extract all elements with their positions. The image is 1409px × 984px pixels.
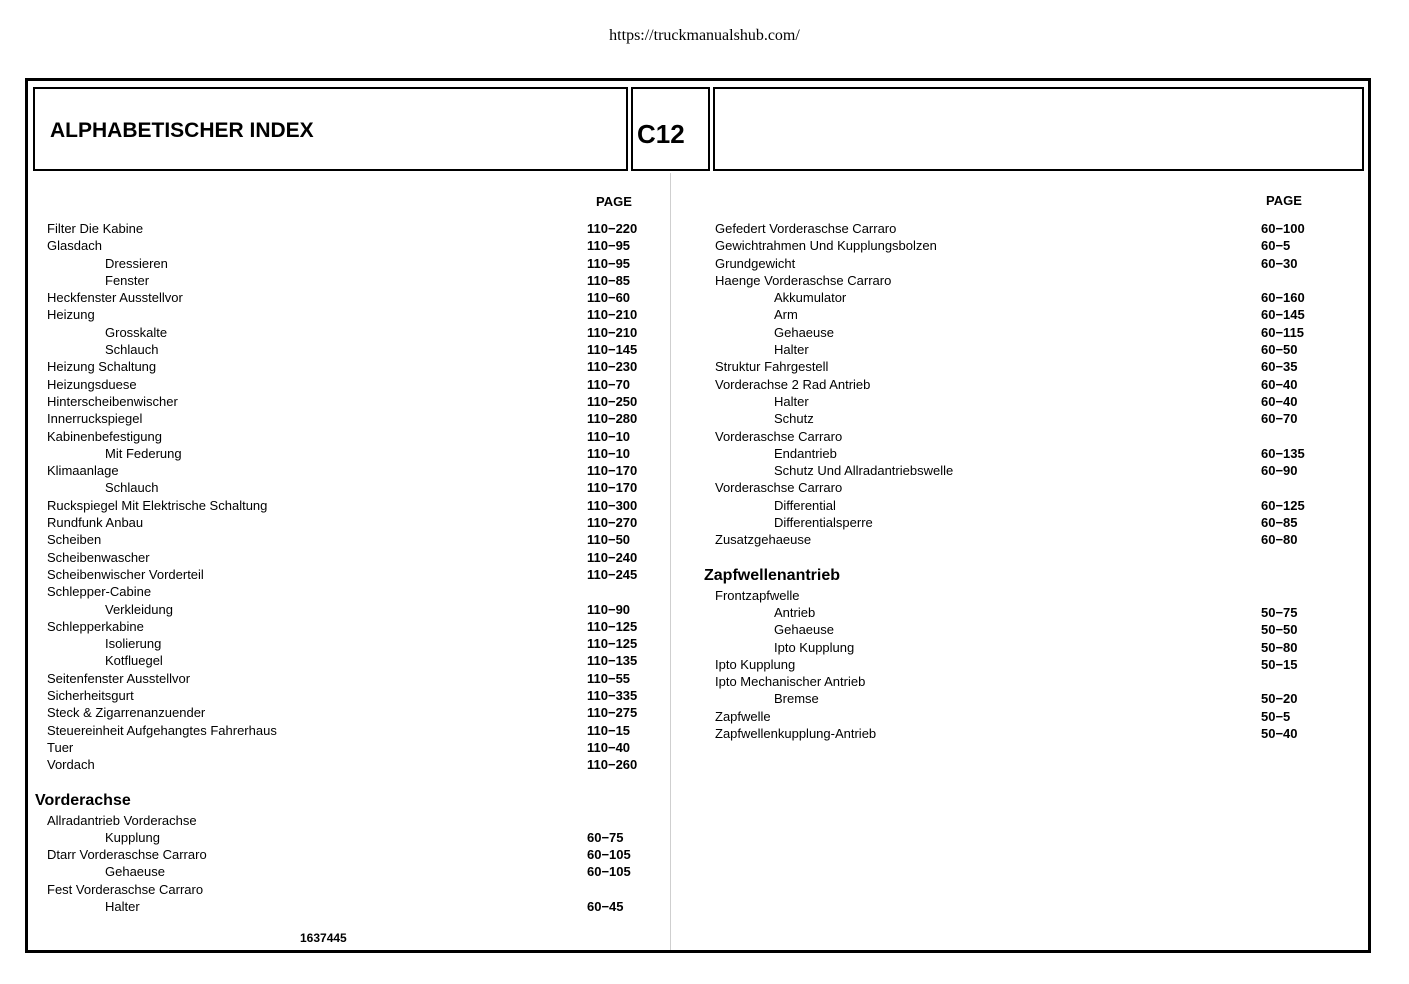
- index-entry: [35, 410, 665, 427]
- entry-label: Scheibenwascher: [47, 549, 150, 565]
- entry-page-ref: 110−145: [587, 342, 638, 358]
- entry-page-ref: 60−90: [1261, 463, 1298, 479]
- entry-page-ref: 110−15: [587, 722, 631, 738]
- index-entry: [35, 358, 665, 375]
- index-entry: [35, 341, 665, 358]
- entry-label: Sicherheitsgurt: [47, 688, 134, 704]
- page-title: ALPHABETISCHER INDEX: [50, 119, 314, 142]
- entry-label: Glasdach: [47, 238, 102, 254]
- index-entry: [35, 255, 665, 272]
- index-entry: [704, 376, 1354, 393]
- index-entry: [35, 722, 665, 739]
- index-entry: [35, 846, 665, 863]
- entry-label: Haenge Vorderaschse Carraro: [715, 272, 892, 288]
- entry-page-ref: 60−125: [1261, 497, 1305, 513]
- entry-page-ref: 110−90: [587, 601, 631, 617]
- index-entry: [704, 514, 1354, 531]
- entry-label: Steck & Zigarrenanzuender: [47, 705, 206, 721]
- title-box: [33, 87, 628, 171]
- index-entry: [704, 479, 1354, 496]
- entry-label: Differential: [774, 497, 836, 513]
- entry-label: Ruckspiegel Mit Elektrische Schaltung: [47, 497, 268, 513]
- entry-page-ref: 60−35: [1261, 359, 1298, 375]
- entry-label: Halter: [774, 393, 809, 409]
- entry-page-ref: 60−80: [1261, 532, 1298, 548]
- entry-label: Fenster: [105, 272, 150, 288]
- entry-page-ref: 50−5: [1261, 708, 1291, 724]
- entry-page-ref: 110−210: [587, 324, 638, 340]
- index-entry: [35, 670, 665, 687]
- entry-label: Scheibenwischer Vorderteil: [47, 566, 204, 582]
- index-entry: [35, 393, 665, 410]
- entry-page-ref: 60−115: [1261, 324, 1305, 340]
- entry-label: Heizung: [47, 307, 95, 323]
- entry-page-ref: 110−95: [587, 238, 631, 254]
- index-entry: [35, 237, 665, 254]
- entry-label: Halter: [105, 898, 140, 914]
- index-entry: [35, 289, 665, 306]
- entry-label: Vordach: [47, 757, 95, 773]
- entry-page-ref: 50−20: [1261, 691, 1298, 707]
- index-entry: [35, 272, 665, 289]
- index-entry: [704, 306, 1354, 323]
- entry-label: Hinterscheibenwischer: [47, 393, 178, 409]
- index-entry: [704, 324, 1354, 341]
- index-entry: [704, 220, 1354, 237]
- entry-label: Innerruckspiegel: [47, 411, 143, 427]
- entry-page-ref: 110−240: [587, 549, 638, 565]
- index-entry: [704, 255, 1354, 272]
- entry-page-ref: 60−70: [1261, 411, 1298, 427]
- index-entry: [704, 289, 1354, 306]
- document-number: 1637445: [300, 931, 347, 945]
- index-entry: [35, 756, 665, 773]
- entry-page-ref: 110−270: [587, 515, 638, 531]
- entry-label: Vorderaschse Carraro: [715, 428, 843, 444]
- entry-label: Zapfwelle: [715, 708, 771, 724]
- entry-page-ref: 110−260: [587, 757, 638, 773]
- entry-label: Grosskalte: [105, 324, 168, 340]
- index-entry: [35, 324, 665, 341]
- source-url: https://truckmanualshub.com/: [609, 27, 800, 44]
- index-entry: [35, 497, 665, 514]
- index-entry: [35, 306, 665, 323]
- entry-label: Heizung Schaltung: [47, 359, 157, 375]
- entry-page-ref: 110−50: [587, 532, 631, 548]
- index-entry: [704, 393, 1354, 410]
- section-code-box: [631, 87, 710, 171]
- entry-page-ref: 110−135: [587, 653, 638, 669]
- entry-label: Verkleidung: [105, 601, 173, 617]
- section-title: Zapfwellenantrieb: [704, 566, 841, 584]
- entry-page-ref: 110−245: [587, 566, 638, 582]
- entry-page-ref: 110−230: [587, 359, 638, 375]
- entry-label: Klimaanlage: [47, 463, 119, 479]
- column-divider: [670, 173, 671, 950]
- entry-label: Mit Federung: [105, 445, 182, 461]
- index-entry: [35, 739, 665, 756]
- entry-label: Endantrieb: [774, 445, 837, 461]
- entry-label: Gehaeuse: [105, 864, 165, 880]
- index-entry: [35, 618, 665, 635]
- entry-page-ref: 110−335: [587, 688, 638, 704]
- index-entry: [35, 898, 665, 915]
- entry-page-ref: 50−50: [1261, 622, 1298, 638]
- index-entry: [704, 531, 1354, 548]
- entry-page-ref: 110−300: [587, 497, 638, 513]
- entry-page-ref: 60−105: [587, 864, 631, 880]
- index-page-frame: [25, 78, 1371, 953]
- entry-page-ref: 60−40: [1261, 376, 1298, 392]
- entry-label: Isolierung: [105, 636, 162, 652]
- index-entry: [704, 725, 1354, 742]
- index-entry: [704, 410, 1354, 427]
- index-entry: [704, 708, 1354, 725]
- index-entry: [704, 341, 1354, 358]
- index-entry: [35, 704, 665, 721]
- index-entry: [35, 583, 665, 600]
- index-entry: [35, 428, 665, 445]
- index-entry: [35, 566, 665, 583]
- index-section-heading: [35, 790, 665, 812]
- entry-label: Grundgewicht: [715, 255, 796, 271]
- entry-page-ref: 60−105: [587, 847, 631, 863]
- entry-label: Gehaeuse: [774, 622, 834, 638]
- entry-page-ref: 110−40: [587, 739, 631, 755]
- entry-page-ref: 60−30: [1261, 255, 1298, 271]
- entry-label: Rundfunk Anbau: [47, 515, 144, 531]
- entry-page-ref: 60−135: [1261, 445, 1305, 461]
- entry-label: Schutz Und Allradantriebswelle: [774, 463, 954, 479]
- index-entry: [35, 479, 665, 496]
- entry-page-ref: 60−50: [1261, 342, 1298, 358]
- index-entry: [35, 687, 665, 704]
- section-code: C12: [637, 119, 685, 149]
- entry-page-ref: 60−145: [1261, 307, 1305, 323]
- entry-label: Schlepper-Cabine: [47, 584, 152, 600]
- index-entry: [704, 272, 1354, 289]
- index-entry: [704, 462, 1354, 479]
- entry-label: Zapfwellenkupplung-Antrieb: [715, 726, 877, 742]
- right-index-column: [704, 220, 1354, 742]
- entry-page-ref: 110−125: [587, 636, 638, 652]
- index-entry: [35, 531, 665, 548]
- entry-label: Schlepperkabine: [47, 618, 144, 634]
- entry-page-ref: 50−75: [1261, 604, 1298, 620]
- entry-label: Dressieren: [105, 255, 168, 271]
- index-entry: [35, 514, 665, 531]
- entry-label: Halter: [774, 342, 809, 358]
- entry-label: Ipto Kupplung: [715, 656, 796, 672]
- entry-label: Heizungsduese: [47, 376, 137, 392]
- entry-label: Heckfenster Ausstellvor: [47, 290, 183, 306]
- entry-label: Vorderaschse Carraro: [715, 480, 843, 496]
- index-entry: [35, 445, 665, 462]
- entry-label: Kabinenbefestigung: [47, 428, 162, 444]
- index-entry: [35, 829, 665, 846]
- index-entry: [35, 220, 665, 237]
- entry-page-ref: 50−40: [1261, 726, 1298, 742]
- index-entry: [704, 358, 1354, 375]
- entry-label: Filter Die Kabine: [47, 221, 144, 236]
- index-entry: [704, 604, 1354, 621]
- entry-label: Kotfluegel: [105, 653, 163, 669]
- index-entry: [35, 652, 665, 669]
- entry-page-ref: 110−95: [587, 255, 631, 271]
- entry-page-ref: 110−220: [587, 221, 638, 236]
- entry-page-ref: 110−55: [587, 670, 631, 686]
- entry-page-ref: 110−280: [587, 411, 638, 427]
- entry-page-ref: 110−210: [587, 307, 638, 323]
- entry-label: Dtarr Vorderaschse Carraro: [47, 847, 207, 863]
- entry-page-ref: 110−170: [587, 463, 638, 479]
- entry-page-ref: 110−275: [587, 705, 638, 721]
- index-entry: [704, 690, 1354, 707]
- left-page-header: PAGE: [596, 194, 632, 209]
- entry-label: Steuereinheit Aufgehangtes Fahrerhaus: [47, 722, 277, 738]
- index-entry: [35, 462, 665, 479]
- index-entry: [704, 639, 1354, 656]
- index-entry: [704, 237, 1354, 254]
- entry-label: Differentialsperre: [774, 515, 873, 531]
- index-entry: [35, 635, 665, 652]
- entry-page-ref: 110−10: [587, 445, 631, 461]
- entry-page-ref: 60−5: [1261, 238, 1291, 254]
- entry-page-ref: 110−170: [587, 480, 638, 496]
- section-title: Vorderachse: [35, 791, 131, 809]
- entry-label: Zusatzgehaeuse: [715, 532, 812, 548]
- entry-label: Tuer: [47, 739, 74, 755]
- entry-page-ref: 60−85: [1261, 515, 1298, 531]
- entry-label: Arm: [774, 307, 798, 323]
- index-entry: [704, 673, 1354, 690]
- entry-page-ref: 60−75: [587, 829, 624, 845]
- left-index-column: [35, 220, 665, 915]
- index-entry: [704, 497, 1354, 514]
- right-page-header: PAGE: [1266, 193, 1302, 208]
- index-entry: [704, 621, 1354, 638]
- entry-label: Bremse: [774, 691, 819, 707]
- entry-label: Gewichtrahmen Und Kupplungsbolzen: [715, 238, 937, 254]
- index-entry: [704, 445, 1354, 462]
- entry-label: Allradantrieb Vorderachse: [47, 812, 197, 828]
- entry-page-ref: 60−100: [1261, 221, 1305, 236]
- entry-page-ref: 110−70: [587, 376, 631, 392]
- entry-label: Vorderachse 2 Rad Antrieb: [715, 376, 871, 392]
- entry-label: Ipto Kupplung: [774, 639, 855, 655]
- entry-page-ref: 110−250: [587, 393, 638, 409]
- entry-label: Kupplung: [105, 829, 160, 845]
- index-section-heading: [704, 565, 1354, 587]
- entry-label: Gehaeuse: [774, 324, 834, 340]
- entry-label: Antrieb: [774, 604, 816, 620]
- index-entry: [704, 428, 1354, 445]
- index-entry: [35, 549, 665, 566]
- index-entry: [35, 812, 665, 829]
- entry-page-ref: 110−85: [587, 272, 631, 288]
- index-entry: [704, 587, 1354, 604]
- entry-page-ref: 50−80: [1261, 639, 1298, 655]
- entry-page-ref: 60−40: [1261, 393, 1298, 409]
- entry-page-ref: 110−60: [587, 290, 631, 306]
- index-entry: [35, 601, 665, 618]
- entry-label: Frontzapfwelle: [715, 587, 800, 603]
- index-entry: [35, 863, 665, 880]
- entry-page-ref: 60−45: [587, 898, 624, 914]
- header-empty-box: [713, 87, 1364, 171]
- entry-label: Struktur Fahrgestell: [715, 359, 829, 375]
- entry-label: Scheiben: [47, 532, 102, 548]
- entry-label: Akkumulator: [774, 290, 847, 306]
- index-entry: [704, 656, 1354, 673]
- entry-page-ref: 60−160: [1261, 290, 1305, 306]
- entry-page-ref: 50−15: [1261, 656, 1298, 672]
- entry-label: Seitenfenster Ausstellvor: [47, 670, 191, 686]
- entry-page-ref: 110−10: [587, 428, 631, 444]
- index-entry: [35, 881, 665, 898]
- entry-label: Ipto Mechanischer Antrieb: [715, 674, 866, 690]
- entry-page-ref: 110−125: [587, 618, 638, 634]
- index-entry: [35, 376, 665, 393]
- entry-label: Fest Vorderaschse Carraro: [47, 881, 204, 897]
- entry-label: Schlauch: [105, 342, 159, 358]
- entry-label: Gefedert Vorderaschse Carraro: [715, 221, 897, 236]
- entry-label: Schutz: [774, 411, 814, 427]
- entry-label: Schlauch: [105, 480, 159, 496]
